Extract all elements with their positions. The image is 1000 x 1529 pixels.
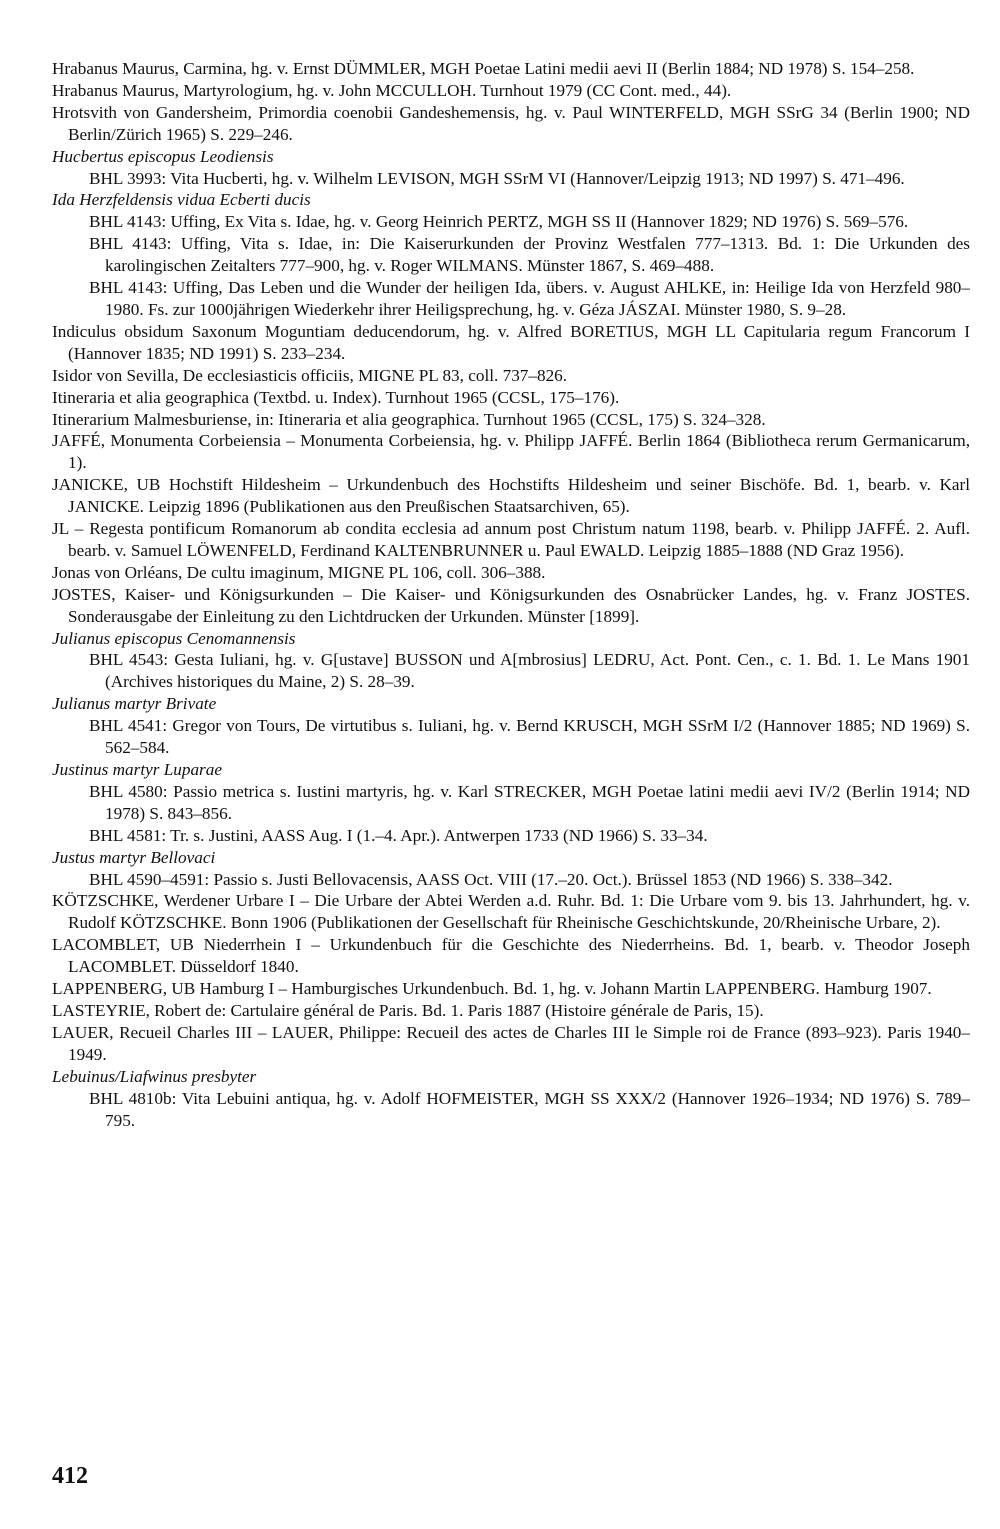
source-group-entry: BHL 4810b: Vita Lebuini antiqua, hg. v. Adolf HOFMEISTER, MGH SS XXX/2 (Hannover 1926–1934; ND 1976) S. 789–795. [89,1088,970,1130]
source-group-entry: BHL 4143: Uffing, Das Leben und die Wunder der heiligen Ida, übers. v. August AHLKE, in: Heilige Ida von Herzfeld 980–1980. Fs. zur 1000jährigen Wiederkehr ihrer Heiligsprechung, hg. v. Géza JÁSZAI. Münster 1980, S. 9–28. [89,278,970,319]
source-group [52,693,970,759]
bibliography-entry: LACOMBLET, UB Niederrhein I – Urkundenbuch für die Geschichte des Niederrheins. Bd. 1, bearb. v. Theodor Joseph LACOMBLET. Düsseldorf 1840. [52,935,970,977]
bibliography-entry: Indiculus obsidum Saxonum Moguntiam deducendorum, hg. v. Alfred BORETIUS, MGH LL Capitularia regum Francorum I (Hannover 1835; ND 1991) S. 233–234. [52,321,970,363]
source-group-heading: Justinus martyr Luparae [52,760,222,779]
bibliography-entry: KÖTZSCHKE, Werdener Urbare I – Die Urbare der Abtei Werden a.d. Ruhr. Bd. 1: Die Urbare vom 9. bis 13. Jahrhundert, hg. v. Rudolf KÖTZSCHKE. Bonn 1906 (Publikationen der Gesellschaft für Rheinische Geschichtskunde, 20/Rheinische Urbare, 2). [52,891,970,933]
bibliography-entry: JL – Regesta pontificum Romanorum ab condita ecclesia ad annum post Christum natum 1198, bearb. v. Philipp JAFFÉ. 2. Aufl. bearb. v. Samuel LÖWENFELD, Ferdinand KALTENBRUNNER u. Paul EWALD. Leipzig 1885–1888 (ND Graz 1956). [52,519,970,560]
bibliography-entry: LASTEYRIE, Robert de: Cartulaire général de Paris. Bd. 1. Paris 1887 (Histoire générale de Paris, 15). [52,1000,764,1020]
source-group [52,1066,970,1132]
source-group-entry: BHL 4581: Tr. s. Justini, AASS Aug. I (1.–4. Apr.). Antwerpen 1733 (ND 1966) S. 33–34. [89,825,708,845]
page-number: 412 [52,1463,88,1489]
source-group-entry: BHL 4541: Gregor von Tours, De virtutibus s. Iuliani, hg. v. Bernd KRUSCH, MGH SSrM I/2 (Hannover 1885; ND 1969) S. 562–584. [89,716,970,758]
bibliography-entry: JAFFÉ, Monumenta Corbeiensia – Monumenta Corbeiensia, hg. v. Philipp JAFFÉ. Berlin 1864 (Bibliotheca rerum Germanicarum, 1). [52,431,970,473]
source-group-heading: Ida Herzfeldensis vidua Ecberti ducis [52,190,311,210]
source-group-entry: BHL 4143: Uffing, Vita s. Idae, in: Die Kaiserurkunden der Provinz Westfalen 777–1313. Bd. 1: Die Urkunden des karolingischen Zeitalters 777–900, hg. v. Roger WILMANS. Münster 1867, S. 469–488. [89,234,970,276]
source-group-heading: Julianus episcopus Cenomannensis [52,628,296,648]
bibliography-entry: Itineraria et alia geographica (Textbd. u. Index). Turnhout 1965 (CCSL, 175–176). [52,387,620,407]
bibliography-entry: Isidor von Sevilla, De ecclesiasticis officiis, MIGNE PL 83, coll. 737–826. [52,365,568,385]
bibliography-entry: LAUER, Recueil Charles III – LAUER, Philippe: Recueil des actes de Charles III le Simple roi de France (893–923). Paris 1940–1949. [52,1022,970,1064]
bibliography-entry: Hrabanus Maurus, Martyrologium, hg. v. John MCCULLOH. Turnhout 1979 (CC Cont. med., 44). [52,80,732,100]
bibliography-entry: Itinerarium Malmesburiense, in: Itineraria et alia geographica. Turnhout 1965 (CCSL, 175) S. 324–328. [52,409,766,429]
source-group [52,628,970,694]
source-group-entry: BHL 4580: Passio metrica s. Iustini martyris, hg. v. Karl STRECKER, MGH Poetae latini medii aevi IV/2 (Berlin 1914; ND 1978) S. 843–856. [89,781,970,823]
bibliography-entry: JOSTES, Kaiser- und Königsurkunden – Die Kaiser- und Königsurkunden des Osnabrücker Landes, hg. v. Franz JOSTES. Sonderausgabe der Einleitung zu den Lichtdrucken der Urkunden. Münster [1899]. [52,584,970,626]
source-group-heading: Julianus martyr Brivate [52,694,217,714]
source-group [52,146,970,190]
bibliography-entry: LAPPENBERG, UB Hamburg I – Hamburgisches Urkundenbuch. Bd. 1, hg. v. Johann Martin LAPPENBERG. Hamburg 1907. [52,979,932,999]
source-group-heading: Hucbertus episcopus Leodiensis [52,146,274,166]
source-group [52,759,970,847]
source-group-entry: BHL 4143: Uffing, Ex Vita s. Idae, hg. v. Georg Heinrich PERTZ, MGH SS II (Hannover 1829; ND 1976) S. 569–576. [89,212,909,232]
source-group-entry: BHL 4543: Gesta Iuliani, hg. v. G[ustave] BUSSON und A[mbrosius] LEDRU, Act. Pont. Cen., c. 1. Bd. 1. Le Mans 1901 (Archives historiques du Maine, 2) S. 28–39. [89,650,970,692]
bibliography-entry: Hrabanus Maurus, Carmina, hg. v. Ernst DÜMMLER, MGH Poetae Latini medii aevi II (Berlin 1884; ND 1978) S. 154–258. [52,59,915,78]
bibliography-page [52,58,970,1131]
bibliography-entry: Jonas von Orléans, De cultu imaginum, MIGNE PL 106, coll. 306–388. [52,562,546,582]
source-group-heading: Justus martyr Bellovaci [52,847,216,867]
bibliography-entry: Hrotsvith von Gandersheim, Primordia coenobii Gandeshemensis, hg. v. Paul WINTERFELD, MGH SSrG 34 (Berlin 1900; ND Berlin/Zürich 1965) S. 229–246. [52,102,970,144]
source-group [52,189,970,320]
source-group-entry: BHL 3993: Vita Hucberti, hg. v. Wilhelm LEVISON, MGH SSrM VI (Hannover/Leipzig 1913; ND 1997) S. 471–496. [89,168,905,188]
source-group-heading: Lebuinus/Liafwinus presbyter [52,1066,257,1086]
source-group-entry: BHL 4590–4591: Passio s. Justi Bellovacensis, AASS Oct. VIII (17.–20. Oct.). Brüssel 1853 (ND 1966) S. 338–342. [89,869,893,889]
bibliography-entry: JANICKE, UB Hochstift Hildesheim – Urkundenbuch des Hochstifts Hildesheim und seiner Bischöfe. Bd. 1, bearb. v. Karl JANICKE. Leipzig 1896 (Publikationen aus den Preußischen Staatsarchiven, 65). [52,475,970,517]
source-group [52,847,970,891]
